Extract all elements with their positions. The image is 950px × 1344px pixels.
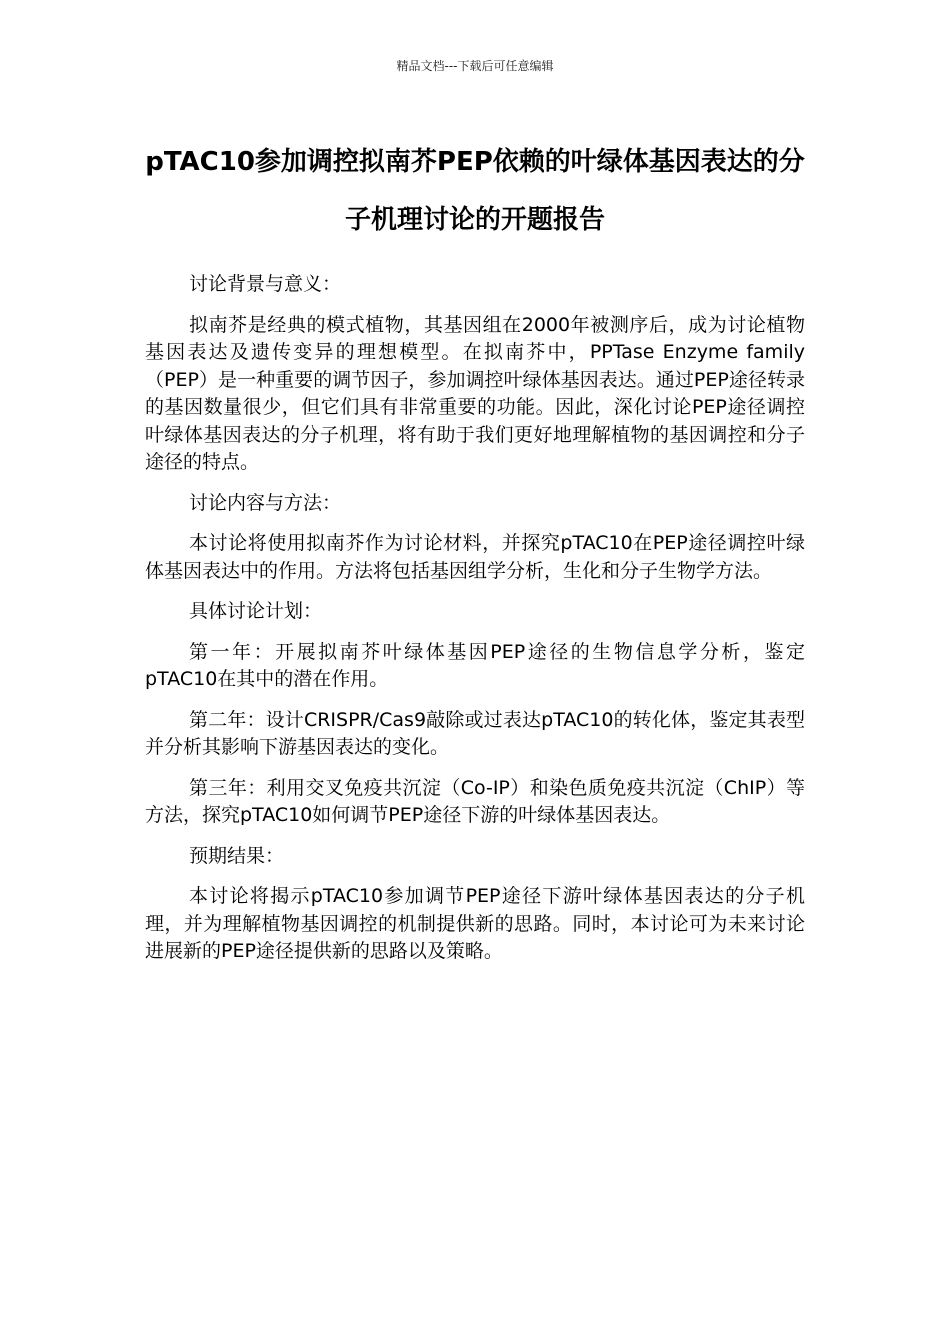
paragraph-background: 拟南芥是经典的模式植物，其基因组在2000年被测序后，成为讨论植物基因表达及遗传变异的理想模型。在拟南芥中，PPTase Enzyme family（PEP）是一种重要的调节因子，参加调控叶绿体基因表达。通过PEP途径转录的基因数量很少，但它们具有非常重要的功能。因此，深化讨论PEP途径调控叶绿体基因表达的分子机理，将有助于我们更好地理解植物的基因调控和分子途径的特点。: [145, 313, 805, 473]
section-heading-methods: 讨论内容与方法：: [189, 491, 342, 514]
section-heading-plan: 具体讨论计划：: [189, 600, 323, 622]
paragraph-methods: 本讨论将使用拟南芥作为讨论材料，并探究pTAC10在PEP途径调控叶绿体基因表达中的作用。方法将包括基因组学分析，生化和分子生物学方法。: [145, 532, 805, 582]
paragraph-plan-year-3: 第三年：利用交叉免疫共沉淀（Co-IP）和染色质免疫共沉淀（ChIP）等方法，探究pTAC10如何调节PEP途径下游的叶绿体基因表达。: [145, 776, 805, 826]
section-heading-background: 讨论背景与意义：: [189, 273, 342, 295]
paragraph-plan-year-2: 第二年：设计CRISPR/Cas9敲除或过表达pTAC10的转化体，鉴定其表型并分析其影响下游基因表达的变化。: [145, 708, 805, 758]
document-title: pTAC10参加调控拟南芥PEP依赖的叶绿体基因表达的分子机理讨论的开题报告: [145, 147, 805, 235]
document-body: [145, 271, 805, 979]
paragraph-plan-year-1: 第一年：开展拟南芥叶绿体基因PEP途径的生物信息学分析，鉴定pTAC10在其中的潜在作用。: [145, 640, 805, 690]
header-note: 精品文档---下载后可任意编辑: [396, 59, 554, 73]
paragraph-results: 本讨论将揭示pTAC10参加调节PEP途径下游叶绿体基因表达的分子机理，并为理解植物基因调控的机制提供新的思路。同时，本讨论可为未来讨论进展新的PEP途径提供新的思路以及策略。: [145, 885, 805, 962]
section-heading-results: 预期结果：: [189, 844, 285, 867]
